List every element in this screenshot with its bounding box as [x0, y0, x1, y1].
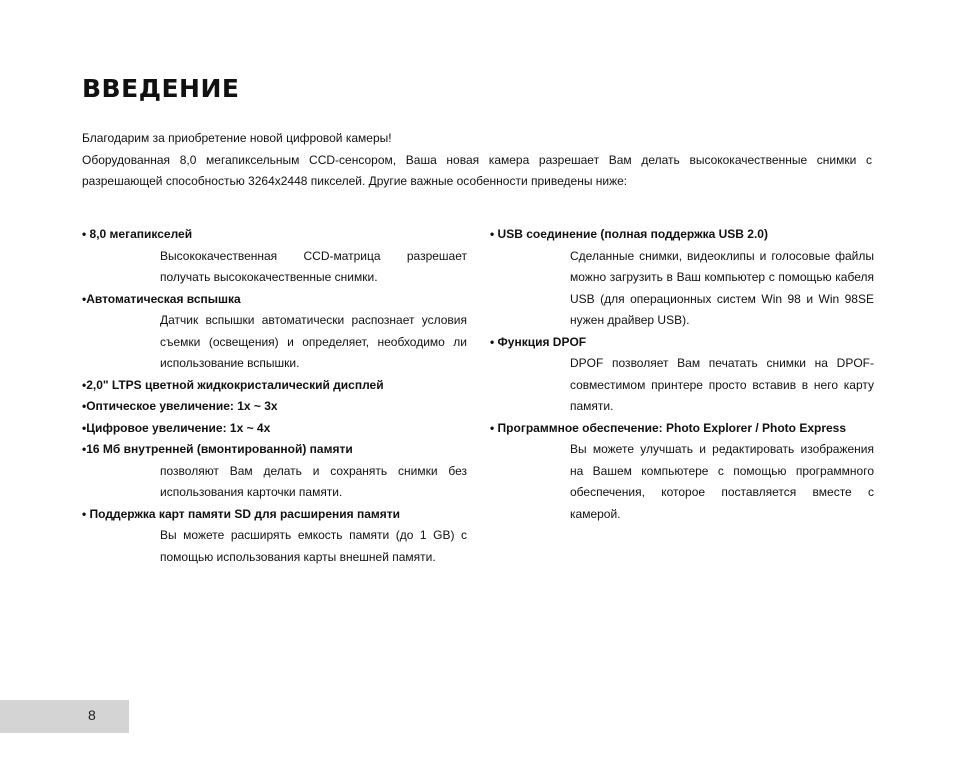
- feature-item: [82, 504, 467, 569]
- feature-title: • Функция DPOF: [490, 334, 587, 349]
- features-left-column: [82, 224, 467, 568]
- feature-title: •16 Мб внутренней (вмонтированной) памяти: [82, 442, 353, 456]
- feature-description: Высококачественная CCD-матрица разрешает получать высококачественные снимки.: [160, 248, 467, 284]
- feature-item: [82, 396, 467, 418]
- feature-item: [82, 418, 467, 440]
- feature-description: Вы можете расширять емкость памяти (до 1 GB) с помощью использования карты внешней памяти.: [160, 528, 467, 564]
- feature-item: [82, 375, 467, 397]
- feature-item: [82, 439, 467, 504]
- feature-title: • Поддержка карт памяти SD для расширения памяти: [82, 506, 401, 521]
- feature-description: Датчик вспышки автоматически распознает условия съемки (освещения) и определяет, необходимо ли использование вспышки.: [160, 313, 467, 370]
- feature-description: Сделанные снимки, видеоклипы и голосовые файлы можно загрузить в Ваш компьютер с помощью кабеля USB (для операционных систем Win 98 и Win 98SE нужен драйвер USB).: [570, 248, 874, 327]
- feature-title: •Автоматическая вспышка: [82, 291, 241, 306]
- feature-title: • USB соединение (полная поддержка USB 2.0): [490, 227, 768, 241]
- feature-item: [82, 224, 467, 289]
- intro-paragraph: Оборудованная 8,0 мегапиксельным CCD-сенсором, Ваша новая камера разрешает Вам делать высококачественные снимки с разрешающей способностью 3264x2448 пикселей. Другие важные особенности приведены ниже:: [82, 152, 872, 188]
- feature-title: • 8,0 мегапикселей: [82, 227, 193, 241]
- feature-item: [490, 418, 874, 526]
- page-title: ВВЕДЕНИЕ: [82, 74, 240, 103]
- intro-section: [82, 128, 872, 193]
- page-number: 8: [88, 707, 96, 723]
- feature-item: [490, 332, 874, 418]
- features-right-column: [490, 224, 874, 525]
- feature-description: Вы можете улучшать и редактировать изображения на Вашем компьютере с помощью программного обеспечения, которое поставляется вместе с камерой.: [570, 442, 874, 521]
- feature-title: •2,0" LTPS цветной жидкокристалический дисплей: [82, 377, 384, 392]
- feature-item: [490, 224, 874, 332]
- feature-description: позволяют Вам делать и сохранять снимки без использования карточки памяти.: [160, 463, 467, 499]
- page-number-box: [0, 700, 129, 733]
- feature-title: •Оптическое увеличение: 1x ~ 3x: [82, 399, 278, 413]
- feature-description: DPOF позволяет Вам печатать снимки на DPOF-совместимом принтере просто вставив в него карту памяти.: [570, 356, 874, 413]
- intro-paragraph: Благодарим за приобретение новой цифровой камеры!: [82, 131, 392, 145]
- feature-title: •Цифровое увеличение: 1x ~ 4x: [82, 420, 271, 435]
- feature-item: [82, 289, 467, 375]
- feature-title: • Программное обеспечение: Photo Explorer / Photo Express: [490, 420, 847, 435]
